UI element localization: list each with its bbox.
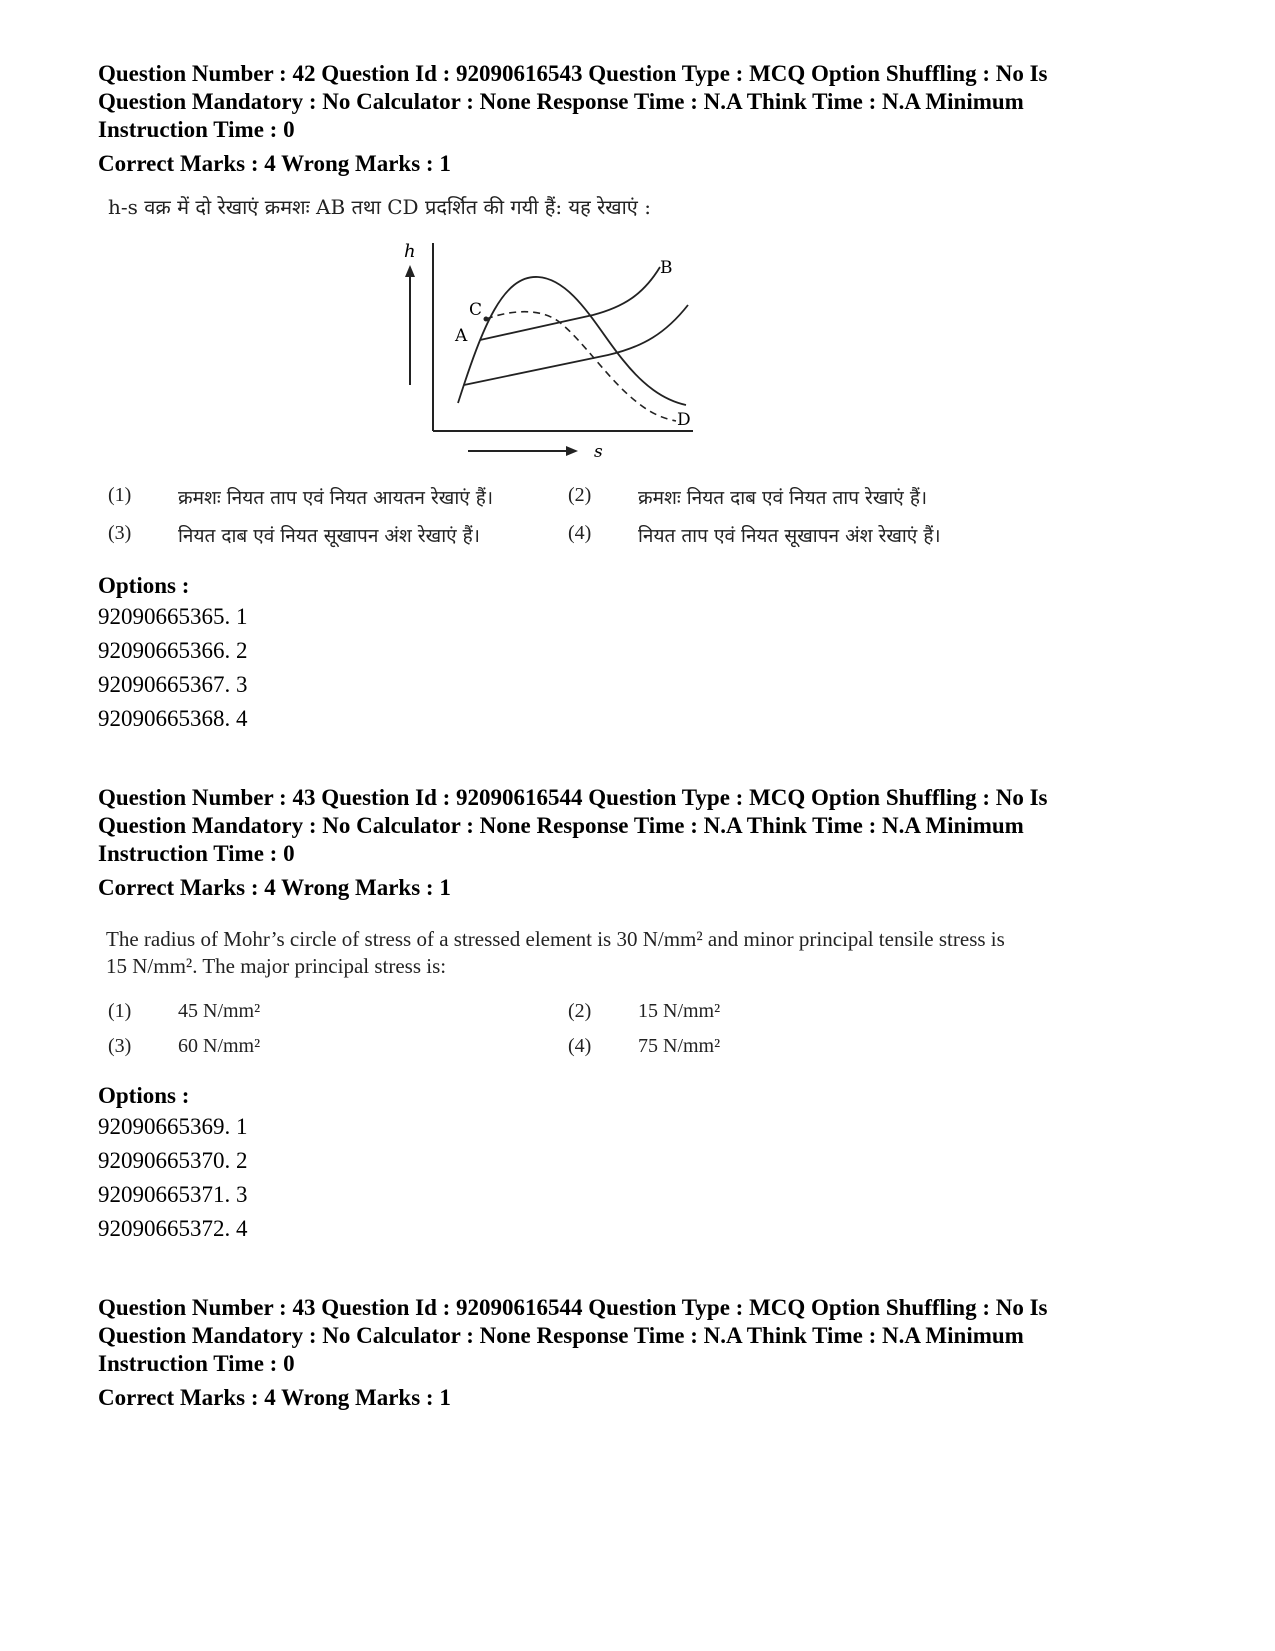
option-item: 92090665368. 4 [98, 706, 248, 731]
label-a: A [455, 326, 468, 346]
choice-1: (1) क्रमशः नियत ताप एवं नियत आयतन रेखाएं हैं। [108, 484, 494, 509]
option-item: 92090665371. 3 [98, 1182, 248, 1207]
question-image [98, 194, 1178, 548]
question-block-43-repeat [98, 1294, 1178, 1412]
s-arrow-head [566, 446, 578, 456]
options-heading: Options : [98, 1083, 190, 1108]
lower-constant-line [464, 305, 688, 385]
option-item: 92090665370. 2 [98, 1148, 248, 1173]
choice-grid [98, 484, 1178, 548]
choice-2: (2) क्रमशः नियत दाब एवं नियत ताप रेखाएं हैं। [568, 484, 928, 509]
choice-4: (4) 75 N/mm² [568, 1035, 721, 1057]
question-meta: Question Number : 43 Question Id : 92090616544 Question Type : MCQ Option Shuffling : No Is Question Mandatory : No Calculator : None Response Time : N.A Think Time : N.A Minimum Instruction Time : 0 [98, 1295, 1048, 1376]
options-list [98, 600, 1178, 736]
option-item: 92090665366. 2 [98, 638, 248, 663]
question-marks: Correct Marks : 4 Wrong Marks : 1 [98, 875, 451, 900]
question-stem: h-s वक्र में दो रेखाएं क्रमशः AB तथा CD प्रदर्शित की गयी हैं: यह रेखाएं : [108, 195, 651, 219]
question-stem: The radius of Mohr’s circle of stress of a stressed element is 30 N/mm² and minor principal tensile stress is 15 N/mm². The major principal stress is: [106, 927, 1005, 978]
choice-4: (4) नियत ताप एवं नियत सूखापन अंश रेखाएं हैं। [568, 522, 941, 547]
label-b: B [660, 258, 673, 278]
question-meta: Question Number : 43 Question Id : 92090616544 Question Type : MCQ Option Shuffling : No Is Question Mandatory : No Calculator : None Response Time : N.A Think Time : N.A Minimum Instruction Time : 0 [98, 785, 1048, 866]
question-image [98, 926, 1178, 1058]
option-item: 92090665367. 3 [98, 672, 248, 697]
options-heading: Options : [98, 573, 190, 598]
choice-2: (2) 15 N/mm² [568, 1000, 721, 1022]
question-marks: Correct Marks : 4 Wrong Marks : 1 [98, 1385, 451, 1410]
question-marks: Correct Marks : 4 Wrong Marks : 1 [98, 151, 451, 176]
saturation-dome [458, 277, 686, 405]
question-meta: Question Number : 42 Question Id : 92090616543 Question Type : MCQ Option Shuffling : No Is Question Mandatory : No Calculator : None Response Time : N.A Think Time : N.A Minimum Instruction Time : 0 [98, 61, 1048, 142]
point-c [484, 317, 489, 322]
option-item: 92090665365. 1 [98, 604, 248, 629]
option-item: 92090665372. 4 [98, 1216, 248, 1241]
line-ab [480, 267, 660, 340]
choice-3: (3) 60 N/mm² [108, 1035, 261, 1057]
question-page [98, 60, 1178, 1460]
question-block-42 [98, 60, 1178, 736]
choice-1: (1) 45 N/mm² [108, 1000, 261, 1022]
option-item: 92090665369. 1 [98, 1114, 248, 1139]
choice-3: (3) नियत दाब एवं नियत सूखापन अंश रेखाएं हैं। [108, 522, 480, 547]
question-block-43 [98, 784, 1178, 1246]
s-axis-label: s [594, 442, 603, 462]
label-d: D [677, 410, 691, 430]
h-axis-label: h [404, 241, 416, 262]
h-arrow-head [405, 265, 415, 277]
hs-diagram [398, 235, 728, 470]
choice-grid [98, 1000, 1178, 1058]
options-list [98, 1110, 1178, 1246]
label-c: C [469, 300, 483, 320]
line-cd [486, 312, 676, 421]
